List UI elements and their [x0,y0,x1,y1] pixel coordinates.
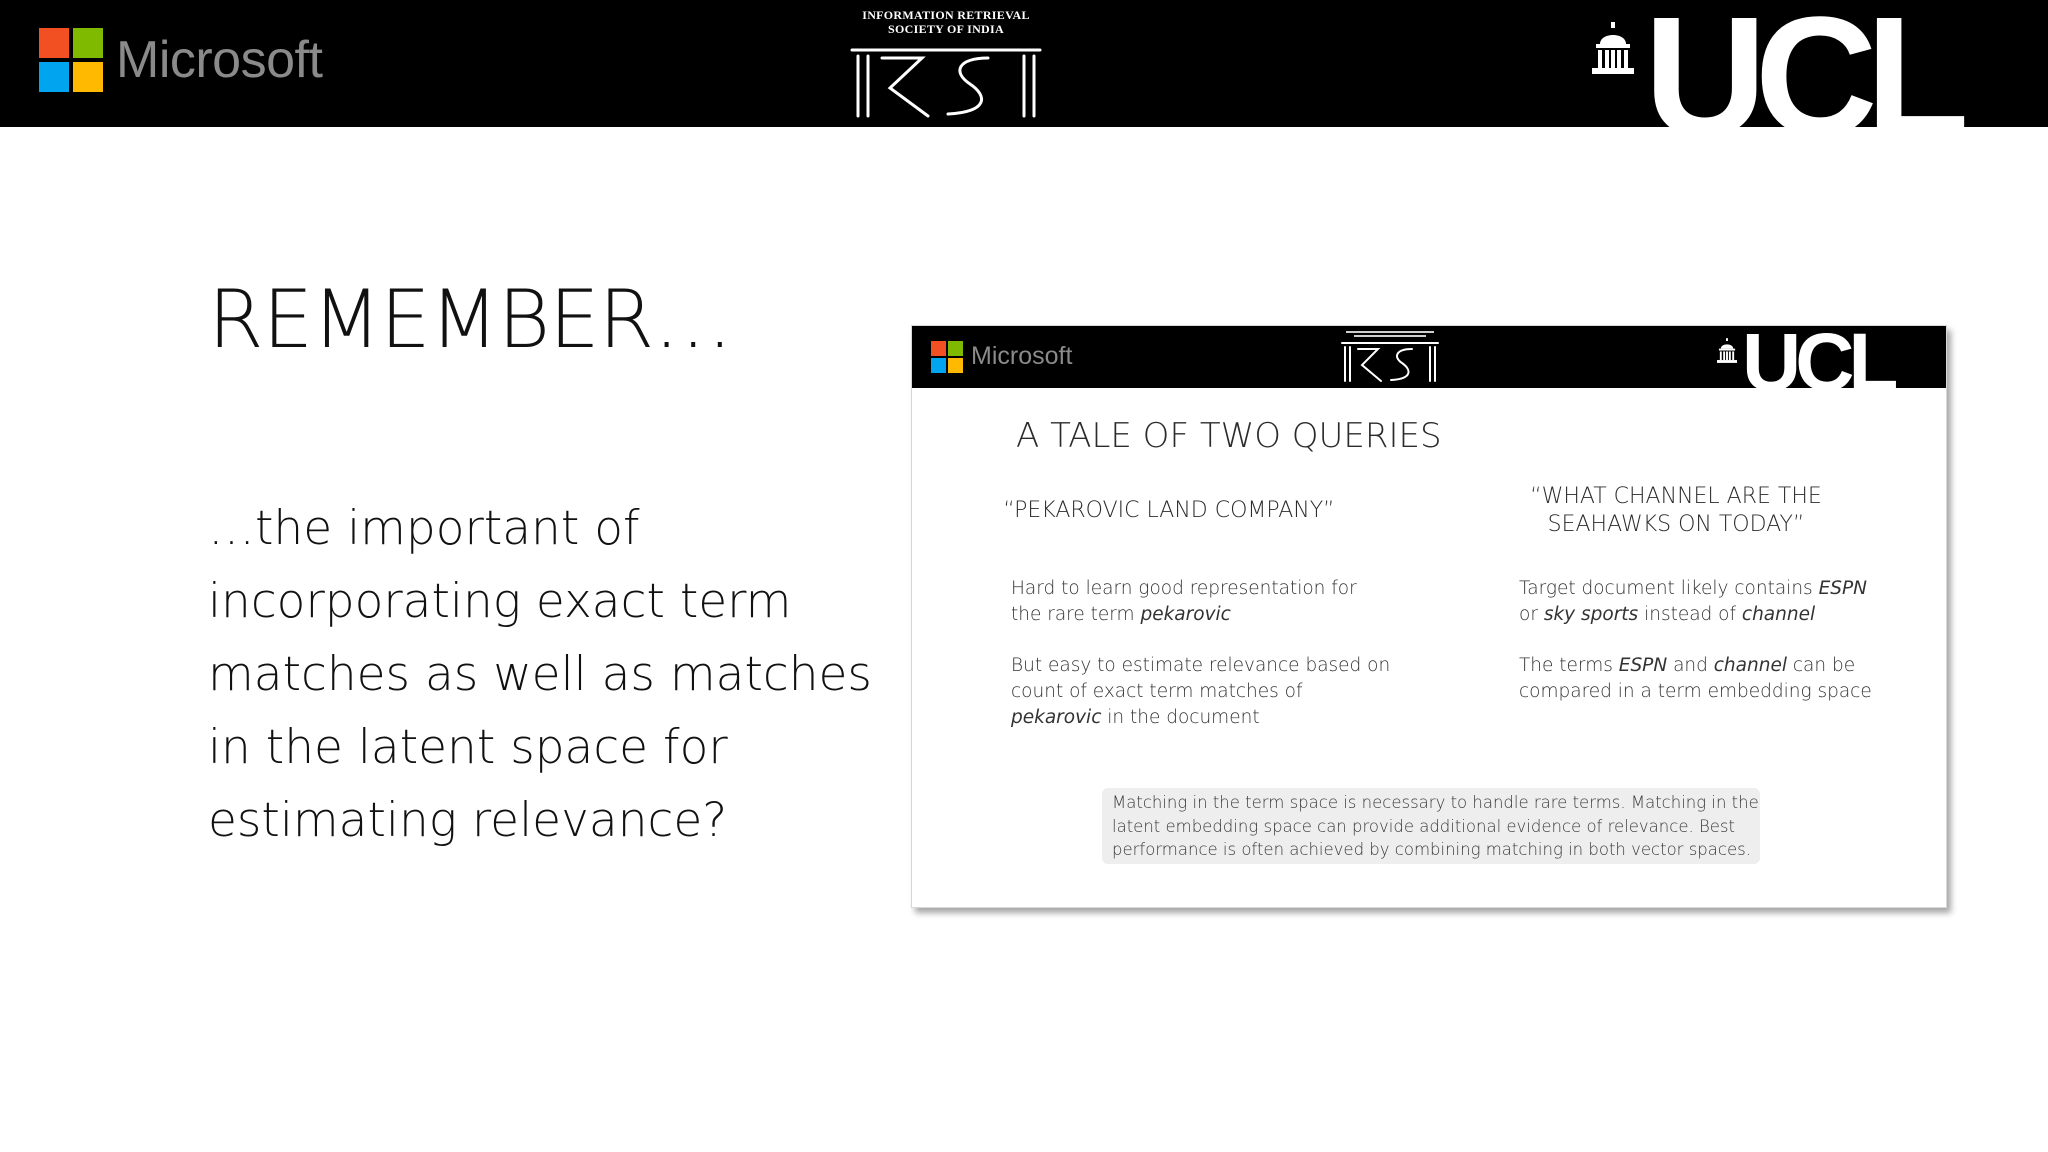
paragraph-line: the rare term pekarovic [1011,604,1231,625]
body-line: incorporating exact term [208,574,792,629]
ucl-dome-icon [1592,22,1634,76]
microsoft-wordmark: Microsoft [116,31,323,89]
right-query-line: SEAHAWKS ON TODAY” [1547,512,1805,537]
embedded-slide-image [911,325,1947,908]
right-query-line: “WHAT CHANNEL ARE THE [1530,484,1822,509]
note-line: latent embedding space can provide additional evidence of relevance. Best [1112,816,1735,836]
embedded-microsoft-wordmark: Microsoft [971,342,1073,370]
irsi-title-line2: SOCIETY OF INDIA [888,22,1004,36]
body-line: estimating relevance? [208,793,728,848]
paragraph-line: Target document likely contains ESPN [1519,578,1868,599]
paragraph-line: pekarovic in the document [1011,707,1260,728]
paragraph-line: compared in a term embedding space [1519,681,1872,702]
paragraph-line: or sky sports instead of channel [1519,604,1816,625]
note-line: Matching in the term space is necessary to handle rare terms. Matching in the [1112,793,1759,812]
body-text [208,492,872,857]
header-bar [0,0,2048,172]
left-query [994,497,1344,525]
embedded-title: A TALE OF TWO QUERIES [1016,416,1442,456]
paragraph-line: But easy to estimate relevance based on [1011,655,1391,676]
paragraph-line: Hard to learn good representation for [1011,578,1357,599]
irsi-logo-icon [1340,329,1440,385]
slide-title: REMEMBER… [208,273,733,366]
body-line: …the important of [208,501,640,556]
summary-note-text [1112,791,1759,862]
embedded-ucl-wordmark: UCL [1742,325,1893,408]
embedded-header-bar [912,325,1946,408]
irsi-title-line1: INFORMATION RETRIEVAL [862,8,1030,22]
paragraph-line: count of exact term matches of [1011,681,1303,702]
left-paragraph-2 [1011,653,1390,731]
summary-note-box [1102,788,1760,864]
ucl-wordmark: UCL [1644,0,1958,172]
irsi-logo-icon [848,6,1044,120]
irsi-glyph-icon [848,44,1044,120]
microsoft-logo-icon [931,341,963,373]
left-query-text: “PEKAROVIC LAND COMPANY” [1003,498,1335,523]
note-line: performance is often achieved by combining matching in both vector spaces. [1112,840,1751,859]
ucl-dome-icon [1717,338,1737,364]
microsoft-logo-icon [39,28,103,92]
body-line: matches as well as matches [208,647,872,702]
right-paragraph-2 [1519,653,1872,705]
left-paragraph-1 [1011,576,1357,628]
paragraph-line: The terms ESPN and channel can be [1519,655,1856,676]
right-query [1476,483,1876,539]
body-line: in the latent space for [208,720,728,775]
right-paragraph-1 [1519,576,1867,628]
